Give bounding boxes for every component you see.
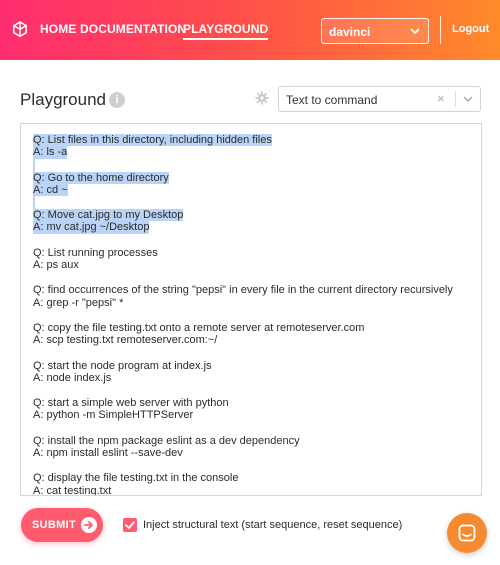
page-title: Playground (20, 90, 107, 109)
openai-logo-icon[interactable] (10, 20, 30, 40)
prompt-answer: A: python -m SimpleHTTPServer (33, 409, 194, 422)
nav-documentation-link[interactable]: DOCUMENTATION (80, 22, 187, 36)
prompt-pair (33, 322, 469, 347)
clear-icon[interactable]: × (437, 91, 445, 106)
logout-link[interactable]: Logout (452, 23, 490, 35)
prompt-question: Q: start a simple web server with python (33, 397, 229, 410)
chat-widget-button[interactable] (447, 513, 487, 553)
prompt-pair (33, 209, 469, 234)
chat-icon (458, 524, 476, 542)
inject-structural-checkbox[interactable] (123, 518, 137, 532)
prompt-question: Q: start the node program at index.js (33, 359, 212, 372)
prompt-answer: A: node index.js (33, 371, 112, 384)
prompt-textarea[interactable] (20, 123, 482, 496)
prompt-question: Q: find occurrences of the string "pepsi" in every file in the current directory recursively (33, 284, 453, 297)
prompt-question: Q: Go to the home directory (33, 171, 169, 184)
prompt-answer: A: scp testing.txt remoteserver.com:~/ (33, 334, 218, 347)
prompt-question: Q: display the file testing.txt in the console (33, 472, 239, 485)
preset-divider (455, 91, 456, 107)
prompt-answer: A: grep -r "pepsi" * (33, 296, 124, 309)
top-navbar (0, 0, 500, 60)
prompt-pair (33, 360, 469, 385)
prompt-answer: A: npm install eslint --save-dev (33, 447, 183, 460)
chevron-down-icon[interactable] (462, 93, 474, 105)
selection-gap (33, 159, 35, 172)
prompt-answer: A: cd ~ (33, 183, 68, 196)
prompt-pair (33, 472, 469, 496)
prompt-answer: A: cat testing.txt (33, 484, 112, 496)
prompt-pair (33, 134, 469, 159)
engine-select[interactable] (321, 18, 429, 44)
prompt-question: Q: copy the file testing.txt onto a remote server at remoteserver.com (33, 321, 365, 334)
check-icon (123, 518, 137, 532)
info-icon[interactable]: i (109, 92, 125, 108)
prompt-question: Q: List files in this directory, including hidden files (33, 134, 272, 146)
prompt-pair (33, 172, 469, 197)
prompt-pair (33, 435, 469, 460)
prompt-question: Q: install the npm package eslint as a dev dependency (33, 434, 300, 447)
prompt-answer: A: ls -a (33, 146, 68, 159)
nav-divider (440, 16, 441, 44)
inject-structural-label[interactable]: Inject structural text (start sequence, reset sequence) (143, 519, 403, 531)
prompt-answer: A: mv cat.jpg ~/Desktop (33, 221, 150, 234)
submit-button[interactable] (21, 508, 103, 542)
preset-select[interactable] (278, 86, 481, 112)
nav-home-link[interactable]: HOME (40, 22, 77, 36)
arrow-right-icon (81, 517, 97, 533)
prompt-pair (33, 397, 469, 422)
prompt-question: Q: List running processes (33, 246, 158, 259)
highlighted-selection (33, 134, 469, 234)
chevron-down-icon (408, 24, 422, 38)
selection-gap (33, 196, 35, 209)
submit-button-label: SUBMIT (32, 519, 76, 531)
prompt-pair (33, 284, 469, 309)
prompt-answer: A: ps aux (33, 259, 79, 272)
gear-icon[interactable] (255, 91, 269, 105)
prompt-pair (33, 247, 469, 272)
engine-select-value: davinci (329, 25, 371, 39)
prompt-question: Q: Move cat.jpg to my Desktop (33, 209, 184, 222)
preset-select-value: Text to command (286, 93, 378, 107)
nav-playground-link[interactable]: PLAYGROUND (183, 22, 268, 40)
